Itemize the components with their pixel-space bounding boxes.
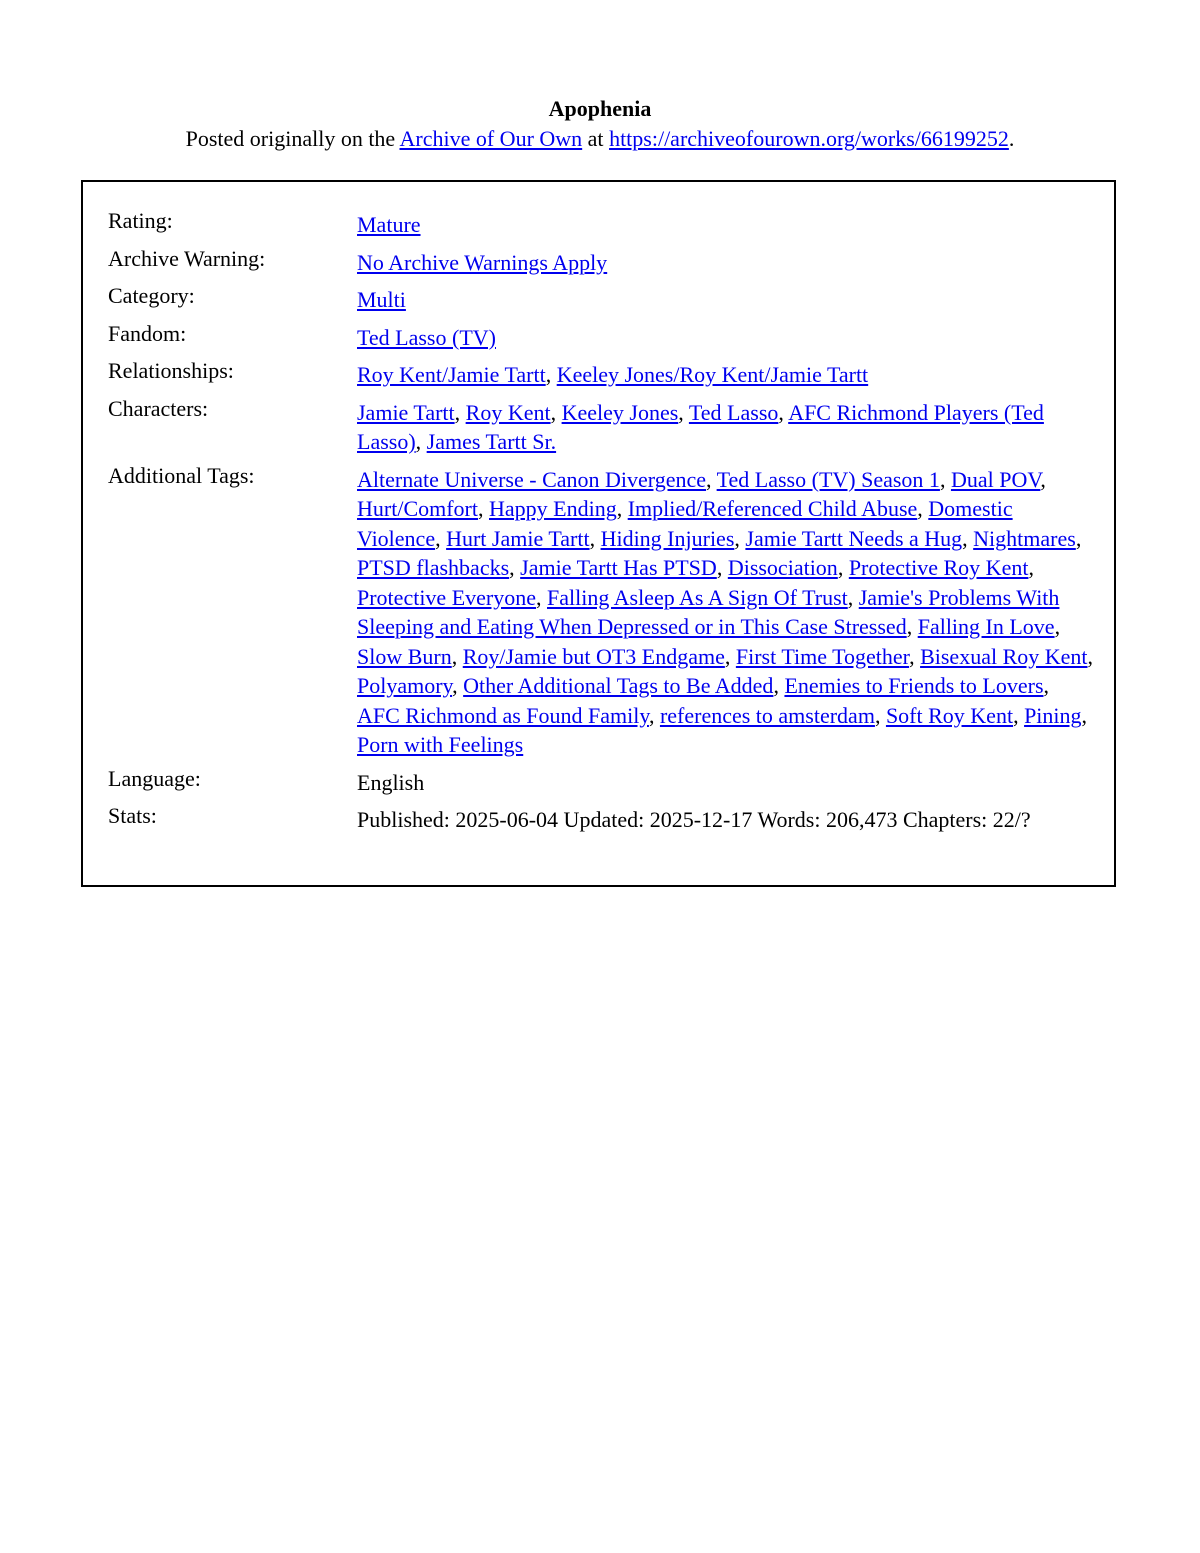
rating-tags — [357, 206, 1093, 244]
tag-link[interactable]: Implied/Referenced Child Abuse — [627, 496, 918, 521]
relationships-label: Relationships: — [108, 358, 234, 383]
tag-link[interactable]: Pining — [1024, 702, 1082, 728]
tag-link[interactable]: Jamie's Problems With Sleeping and Eating When Depressed or in This Case Stressed — [357, 584, 1060, 639]
tag-link[interactable]: Jamie Tartt Has PTSD — [520, 555, 717, 580]
tag-link[interactable]: Mature — [357, 212, 421, 237]
tag-link[interactable]: Soft Roy Kent — [885, 702, 1014, 728]
warning-tags — [357, 244, 1093, 282]
work-meta-box — [81, 180, 1116, 887]
tag-link[interactable]: Alternate Universe - Canon Divergence — [357, 466, 707, 492]
tag-link[interactable]: Ted Lasso (TV) Season 1 — [716, 466, 940, 492]
work-url-link[interactable]: https://archiveofourown.org/works/66199252 — [609, 126, 1009, 151]
archive-link[interactable]: Archive of Our Own — [399, 126, 583, 151]
language-value: English — [357, 769, 425, 795]
tag-link[interactable]: Falling Asleep As A Sign Of Trust — [547, 584, 848, 610]
tag-link[interactable]: Jamie Tartt — [357, 399, 455, 425]
relationships-tags: Roy Kent/Jamie Tartt, Keeley Jones/Roy Kent/Jamie Tartt — [357, 362, 869, 387]
fandom-label: Fandom: — [108, 320, 187, 346]
tag-link[interactable]: James Tartt Sr. — [426, 429, 557, 454]
posted-prefix: Posted originally on the — [185, 126, 400, 151]
tag-link[interactable]: Slow Burn — [357, 643, 452, 669]
tag-link[interactable]: Porn with Feelings — [357, 732, 524, 757]
category-label: Category: — [108, 283, 195, 308]
posted-line — [0, 124, 1200, 154]
tag-link[interactable]: PTSD flashbacks — [357, 555, 510, 580]
tag-link[interactable]: Roy Kent — [465, 399, 551, 425]
tag-link[interactable]: Keeley Jones — [561, 399, 679, 425]
tag-link[interactable]: Enemies to Friends to Lovers — [784, 673, 1044, 698]
tag-link[interactable]: AFC Richmond Players (Ted Lasso) — [357, 399, 1044, 454]
posted-suffix: . — [1008, 126, 1015, 151]
tag-link[interactable]: Hiding Injuries — [600, 525, 735, 551]
tag-link[interactable]: Dissociation — [727, 555, 838, 580]
meta-row-category — [108, 281, 1093, 319]
tag-link[interactable]: Other Additional Tags to Be Added — [463, 673, 774, 698]
category-tags — [357, 281, 1093, 319]
fandom-tags — [357, 319, 1093, 357]
meta-row-fandom — [108, 319, 1093, 357]
tag-link[interactable]: Hurt Jamie Tartt — [446, 525, 590, 551]
tag-link[interactable]: Domestic Violence — [357, 496, 1013, 551]
tag-link[interactable]: Nightmares — [973, 525, 1076, 551]
work-title: Apophenia — [548, 96, 652, 121]
tag-link[interactable]: Roy Kent/Jamie Tartt — [357, 362, 546, 387]
tag-link[interactable]: Keeley Jones/Roy Kent/Jamie Tartt — [556, 362, 869, 387]
tag-link[interactable]: Multi — [357, 287, 406, 312]
stats-label: Stats: — [108, 803, 157, 828]
meta-row-additional-tags — [108, 461, 1093, 764]
characters-label: Characters: — [108, 395, 209, 421]
tag-link[interactable]: Polyamory — [357, 673, 453, 698]
posted-middle: at — [582, 126, 610, 151]
tag-link[interactable]: Happy Ending — [489, 496, 617, 521]
tag-link[interactable]: Roy/Jamie but OT3 Endgame — [462, 643, 725, 669]
stats-value: Published: 2025-06-04 Updated: 2025-12-17 Words: 206,473 Chapters: 22/? — [357, 807, 1031, 832]
work-header — [0, 94, 1200, 154]
warning-label: Archive Warning: — [108, 245, 266, 271]
tag-link[interactable]: references to amsterdam — [659, 702, 875, 728]
tag-link[interactable]: Jamie Tartt Needs a Hug — [745, 525, 963, 551]
meta-row-characters — [108, 394, 1093, 461]
additional-tags-label: Additional Tags: — [108, 462, 255, 488]
tag-link[interactable]: AFC Richmond as Found Family — [357, 702, 649, 728]
tag-link[interactable]: First Time Together — [735, 643, 910, 669]
tag-link[interactable]: Ted Lasso — [688, 399, 779, 425]
language-label: Language: — [108, 765, 201, 791]
meta-row-relationships — [108, 356, 1093, 394]
tag-link[interactable]: Protective Everyone — [357, 584, 536, 610]
tag-link[interactable]: Protective Roy Kent — [848, 555, 1029, 580]
tag-link[interactable]: Dual POV — [950, 466, 1041, 492]
meta-row-stats — [108, 801, 1093, 839]
additional-tags-list: Alternate Universe - Canon Divergence, Ted Lasso (TV) Season 1, Dual POV, Hurt/Comfort, Happy Ending, Implied/Referenced Child Abuse, Domestic Violence, Hurt Jamie Tartt, Hiding Injuries, Jamie Tartt Needs a Hug, Nightmares, PTSD flashbacks, Jamie Tartt Has PTSD, Dissociation, Protective Roy Kent, Protective Everyone, Falling Asleep As A Sign Of Trust, Jamie's Problems With Sleeping and Eating When Depressed or in This Case Stressed, Falling In Love, Slow Burn, Roy/Jamie but OT3 Endgame, First Time Together, Bisexual Roy Kent, Polyamory, Other Additional Tags to Be Added, Enemies to Friends to Lovers, AFC Richmond as Found Family, references to amsterdam, Soft Roy Kent, Pining, Porn with Feelings — [357, 466, 1094, 757]
meta-row-rating — [108, 206, 1093, 244]
meta-row-language — [108, 764, 1093, 802]
tag-link[interactable]: Falling In Love — [917, 614, 1055, 639]
rating-label: Rating: — [108, 208, 173, 233]
characters-tags: Jamie Tartt, Roy Kent, Keeley Jones, Ted Lasso, AFC Richmond Players (Ted Lasso), James Tartt Sr. — [357, 399, 1044, 454]
tag-link[interactable]: No Archive Warnings Apply — [357, 249, 608, 275]
tag-link[interactable]: Hurt/Comfort — [357, 496, 478, 521]
meta-row-warning — [108, 244, 1093, 282]
tag-link[interactable]: Bisexual Roy Kent — [920, 643, 1088, 669]
tag-link[interactable]: Ted Lasso (TV) — [357, 324, 496, 350]
work-meta-table — [108, 206, 1093, 839]
